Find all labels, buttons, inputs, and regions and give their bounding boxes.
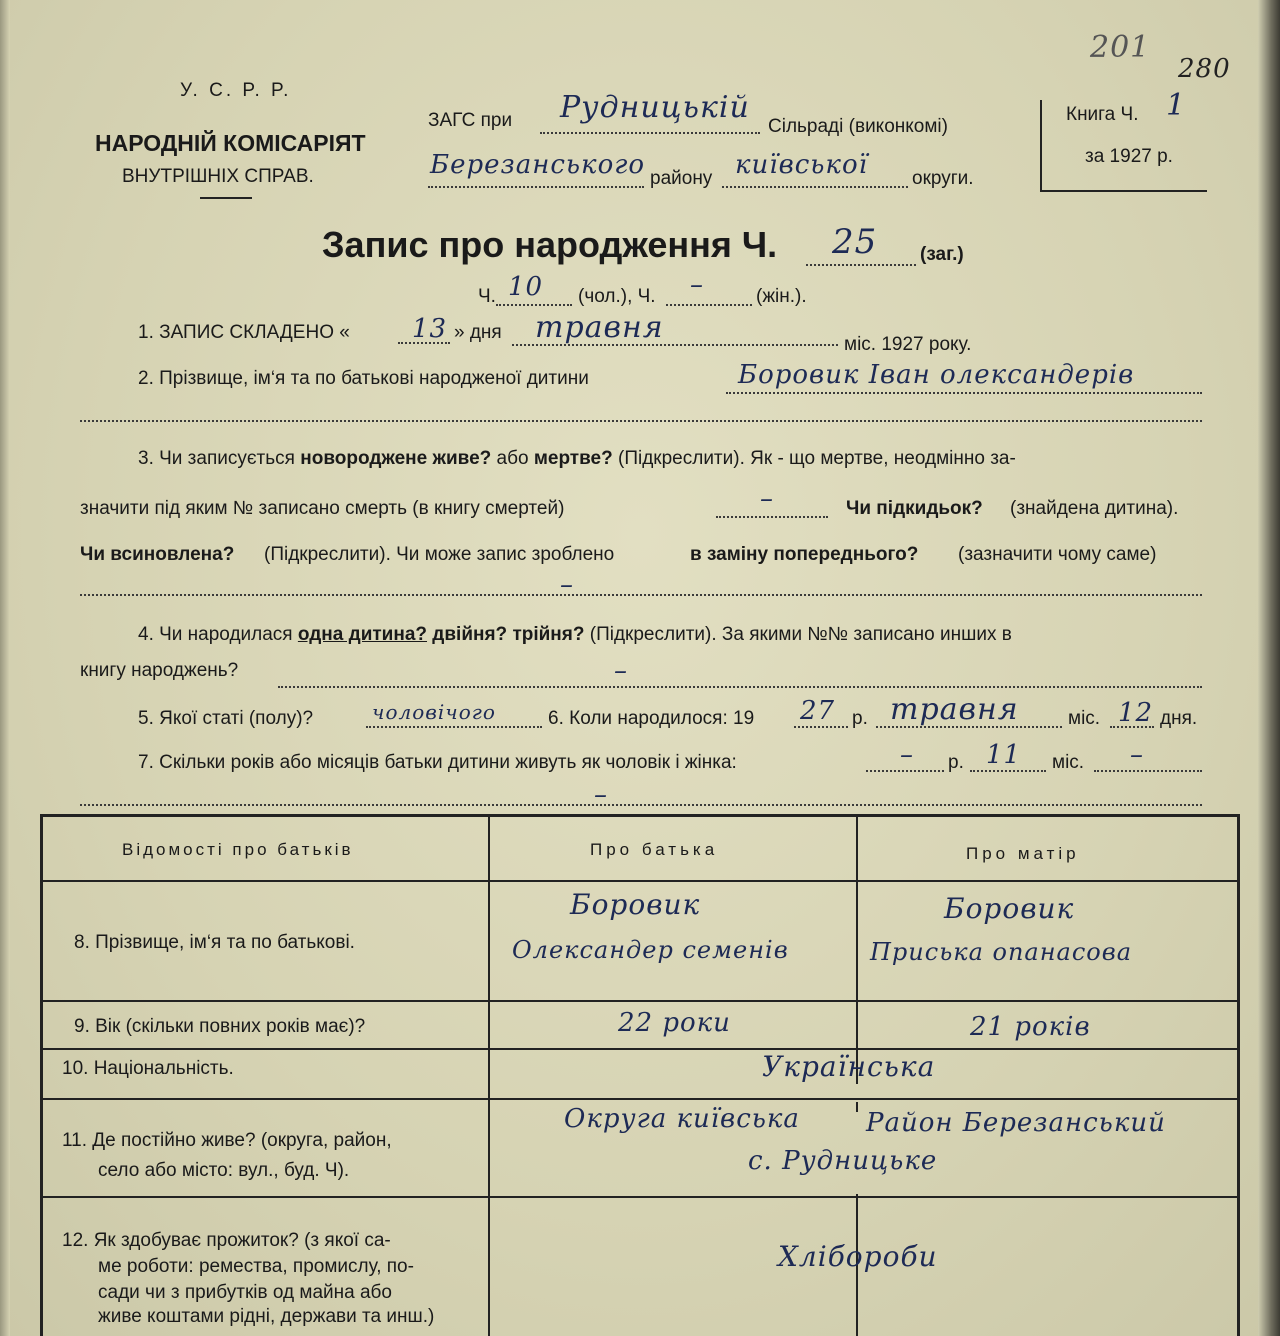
item7-mis: міс. bbox=[1052, 752, 1085, 773]
item3-line2: значити під яким № записано смерть (в книгу смертей) bbox=[80, 498, 565, 519]
commissariat-label: НАРОДНІЙ КОМІСАРІЯТ bbox=[95, 130, 366, 156]
item3-e: (Підкреслити). Як - що мертве, неодмінно за- bbox=[612, 448, 1016, 469]
item7-years-line bbox=[866, 770, 944, 772]
archive-number-2: 280 bbox=[1178, 54, 1231, 84]
header-divider bbox=[200, 197, 252, 199]
row12-label-4: живе коштами рідні, держави та инш.) bbox=[98, 1306, 435, 1327]
item1-month-value: травня bbox=[535, 310, 664, 345]
item6-label: 6. Коли народилося: 19 bbox=[548, 708, 755, 729]
row10-label: 10. Національність. bbox=[62, 1058, 234, 1079]
item4-line1 bbox=[138, 624, 1012, 646]
item6-day-line bbox=[1110, 726, 1154, 728]
record-number-value: 25 bbox=[832, 222, 878, 262]
okruga-value: київської bbox=[735, 150, 868, 180]
item7-label: 7. Скільки років або місяців батьки дитини живуть як чоловік і жінка: bbox=[138, 752, 737, 773]
mother-age-value: 21 років bbox=[970, 1012, 1091, 1042]
item1-label: 1. ЗАПИС СКЛАДЕНО « bbox=[138, 322, 350, 343]
item6-mis: міс. bbox=[1068, 708, 1101, 729]
child-name-value: Боровик Іван олександерів bbox=[738, 360, 1135, 390]
table-col-divider-2 bbox=[856, 814, 858, 1084]
book-number-value: 1 bbox=[1166, 88, 1187, 123]
book-year: за 1927 р. bbox=[1085, 146, 1173, 167]
table-row-divider-11 bbox=[40, 1196, 1240, 1198]
table-header-info: Відомості про батьків bbox=[122, 840, 354, 859]
record-number-suffix: (заг.) bbox=[920, 244, 964, 265]
item1-day-line bbox=[398, 342, 450, 344]
item3-answer-value: – bbox=[560, 570, 574, 600]
mother-name-value: Приська опанасова bbox=[870, 938, 1133, 966]
item3-death-line bbox=[716, 516, 828, 518]
female-label: (жін.). bbox=[756, 286, 807, 307]
item1-month-line bbox=[512, 344, 838, 346]
item7-extra-line bbox=[1094, 770, 1202, 772]
item7-answer-line bbox=[80, 804, 1202, 806]
district-label: району bbox=[650, 168, 713, 189]
table-border-left bbox=[40, 814, 43, 1336]
book-label: Книга Ч. bbox=[1066, 104, 1139, 125]
mother-surname-value: Боровик bbox=[944, 892, 1075, 925]
male-count-label: Ч. bbox=[478, 286, 496, 307]
father-surname-value: Боровик bbox=[570, 888, 701, 921]
nationality-value: Українська bbox=[762, 1050, 936, 1083]
row11-label-1: 11. Де постійно живе? (округа, район, bbox=[62, 1130, 392, 1151]
male-female-label: (чол.), Ч. bbox=[578, 286, 656, 307]
item6-year-value: 27 bbox=[800, 696, 836, 726]
item3-c: або bbox=[491, 448, 534, 469]
row11-label-2: село або місто: вул., буд. Ч). bbox=[98, 1160, 350, 1181]
item3-line3b: (Підкреслити). Чи може запис зроблено bbox=[264, 544, 615, 565]
item6-year-line bbox=[794, 726, 848, 728]
book-spine bbox=[1258, 0, 1280, 1336]
female-count-line bbox=[666, 304, 752, 306]
item4-one: одна дитина? bbox=[297, 624, 428, 645]
ussr-label: У. С. Р. Р. bbox=[180, 80, 292, 101]
item6-r: р. bbox=[852, 708, 868, 729]
village-council-suffix: Сільраді (виконкомі) bbox=[768, 116, 948, 137]
district-line bbox=[428, 186, 644, 188]
item5-sex-value: чоловічого bbox=[372, 700, 496, 724]
table-row-divider-8 bbox=[40, 1000, 1240, 1002]
village-council-line bbox=[540, 132, 760, 134]
female-count-value: – bbox=[690, 270, 704, 300]
row8-label: 8. Прізвище, ім‘я та по батькові. bbox=[74, 932, 355, 953]
item1-suffix: міс. 1927 року. bbox=[844, 334, 972, 355]
village-council-value: Рудницькій bbox=[560, 90, 750, 125]
male-count-line bbox=[496, 304, 572, 306]
item7-months-line bbox=[970, 770, 1046, 772]
item2-label: 2. Прізвище, ім‘я та по батькові народженої дитини bbox=[138, 368, 589, 389]
row12-label-3: сади чи з прибутків од майна або bbox=[98, 1282, 392, 1303]
table-col-divider-1 bbox=[488, 814, 490, 1336]
table-header-father: Про батька bbox=[590, 840, 719, 859]
table-col-divider-2b bbox=[856, 1102, 858, 1112]
item3-line1 bbox=[138, 448, 1016, 470]
item3-adopt: Чи всиновлена? bbox=[80, 544, 235, 565]
item7-months-value: 11 bbox=[986, 740, 1022, 770]
zags-prefix: ЗАГС при bbox=[428, 110, 513, 131]
item7-answer-value: – bbox=[594, 780, 608, 810]
page-left-edge bbox=[0, 0, 10, 1336]
row12-label-1: 12. Як здобуває прожиток? (з якої са- bbox=[62, 1230, 391, 1251]
item3-found: (знайдена дитина). bbox=[1010, 498, 1179, 519]
record-number-line bbox=[806, 264, 916, 266]
item6-day-value: 12 bbox=[1118, 698, 1154, 728]
item4-line2: книгу народжень? bbox=[80, 660, 239, 681]
item2-line-2 bbox=[80, 420, 1202, 422]
row12-label-2: ме роботи: ремества, промислу, по- bbox=[98, 1256, 414, 1277]
item7-extra-value: – bbox=[1130, 740, 1144, 770]
table-row-divider-10 bbox=[40, 1098, 1240, 1100]
item3-answer-line bbox=[80, 594, 1202, 596]
occupation-value: Хлібороби bbox=[778, 1240, 938, 1273]
item4-answer-value: – bbox=[614, 656, 628, 686]
item7-r: р. bbox=[948, 752, 964, 773]
item1-mid: » дня bbox=[454, 322, 502, 343]
table-row-divider-header bbox=[40, 880, 1240, 882]
father-name-value: Олександер семенів bbox=[512, 936, 789, 964]
male-count-value: 10 bbox=[508, 272, 544, 302]
item3-dead: мертве? bbox=[533, 448, 613, 469]
item5-label: 5. Якої статі (полу)? bbox=[138, 708, 314, 729]
item4-answer-line bbox=[278, 686, 1202, 688]
item4-d: (Підкреслити). За якими №№ записано инших в bbox=[584, 624, 1012, 645]
internal-affairs-label: ВНУТРІШНІХ СПРАВ. bbox=[122, 166, 314, 187]
item6-dnya: дня. bbox=[1160, 708, 1198, 729]
item2-line bbox=[726, 392, 1202, 394]
father-age-value: 22 роки bbox=[618, 1008, 731, 1038]
residence-okruga-value: Округа київська bbox=[564, 1104, 800, 1134]
item1-day-value: 13 bbox=[412, 314, 448, 344]
page-title: Запис про народження Ч. bbox=[322, 224, 778, 265]
residence-rayon-value: Район Березанський bbox=[866, 1108, 1166, 1138]
table-header-mother: Про матір bbox=[966, 844, 1080, 863]
item5-sex-line bbox=[366, 726, 542, 728]
item3-a: 3. Чи записується bbox=[138, 448, 301, 469]
item3-podkyd: Чи підкидьок? bbox=[846, 498, 983, 519]
item3-why: (зазначити чому саме) bbox=[958, 544, 1157, 565]
item7-years-value: – bbox=[900, 740, 914, 770]
row9-label: 9. Вік (скільки повних років має)? bbox=[74, 1016, 366, 1037]
item4-twins: двійня? трійня? bbox=[427, 624, 585, 645]
item6-month-value: травня bbox=[890, 692, 1019, 727]
item3-replace: в заміну попереднього? bbox=[690, 544, 919, 565]
table-row-divider-9 bbox=[40, 1048, 1240, 1050]
table-border-top bbox=[40, 814, 1240, 817]
okruga-label: округи. bbox=[912, 168, 974, 189]
residence-village-value: с. Рудницьке bbox=[748, 1146, 938, 1176]
okruga-line bbox=[722, 186, 908, 188]
item4-a: 4. Чи народилася bbox=[138, 624, 298, 645]
archive-number: 201 bbox=[1090, 30, 1151, 65]
item3-death-value: – bbox=[760, 484, 774, 514]
table-border-right bbox=[1237, 814, 1240, 1336]
district-value: Березанського bbox=[430, 150, 646, 180]
item6-month-line bbox=[876, 726, 1062, 728]
item3-alive: новороджене живе? bbox=[300, 448, 492, 469]
